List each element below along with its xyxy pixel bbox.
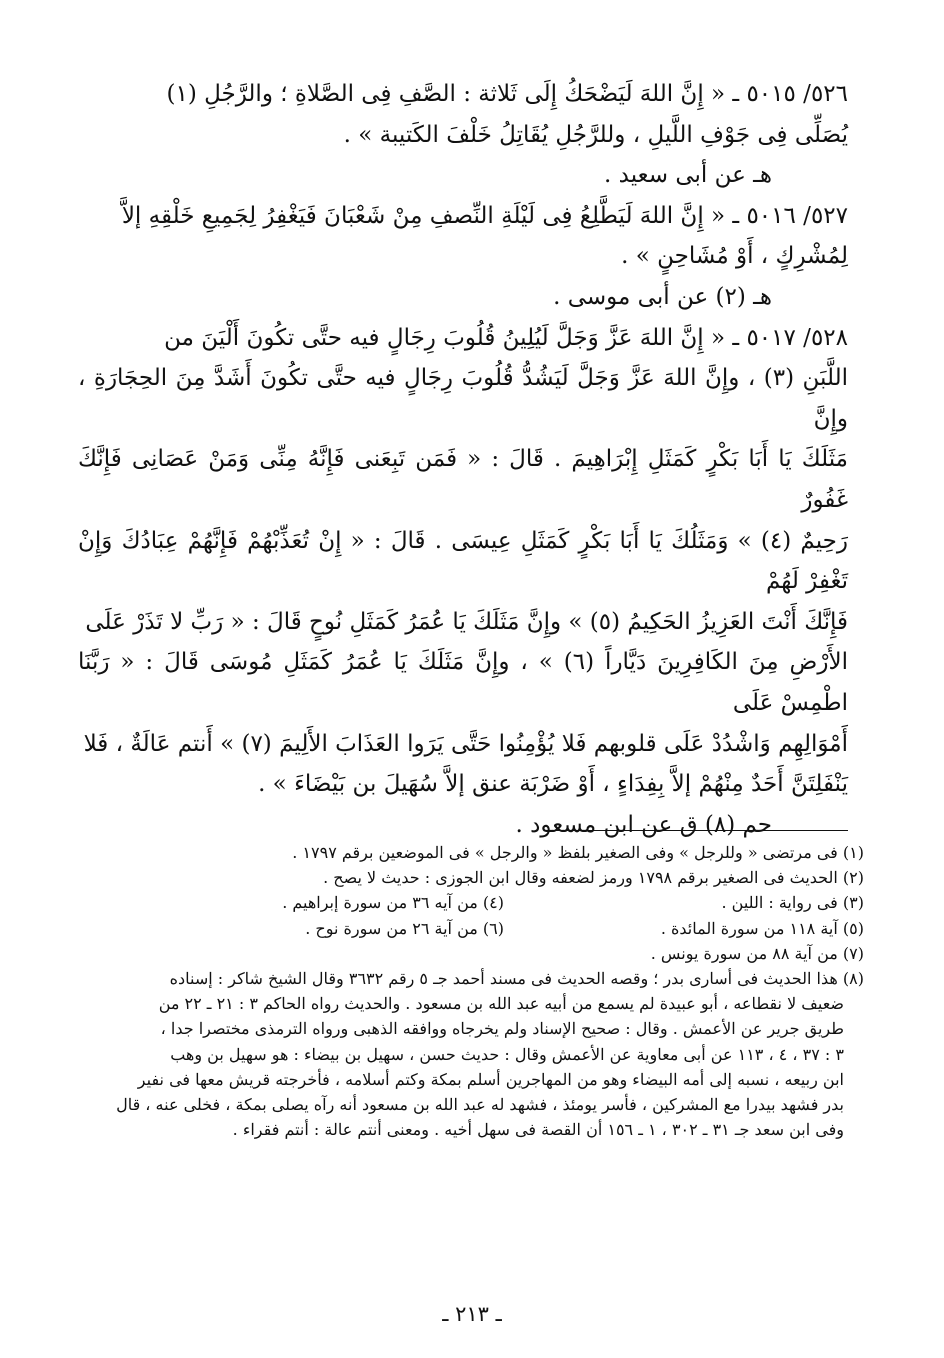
footnote-1: (١) فى مرتضى « وللرجل » وفى الصغير بلفظ « والرجل » فى الموضعين برقم ١٧٩٧ . — [292, 843, 864, 862]
hadith-528-line-2: اللَّبَنِ (٣) ، وإِنَّ اللهَ عَزَّ وَجَلَّ لَيَشُدُّ قُلُوبَ رِجَالٍ فيه حتَّى تكُونَ أَشَدَّ مِنَ الحِجَارَةِ ، وإِنَّ — [78, 365, 848, 432]
footnote-8-line-3: طريق جرير عن الأعمش . وقال : صحيح الإسناد ولم يخرجاه ووافقه الذهبى ورواه الترمذى مختصرا جدا ، — [160, 1019, 844, 1039]
hadith-526-line-2: يُصَلِّى فِى جَوْفِ اللَّيلِ ، وللرَّجُلِ يُقَاتِلُ خَلْفَ الكَتيبة » . — [343, 121, 848, 148]
hadith-528-line-3: مَثَلَكَ يَا أَبَا بَكْرٍ كَمَثَلِ إِبْرَاهِيمَ . قَالَ : « فَمَن تَبِعَنى فَإِنَّهُ مِنِّى وَمَنْ عَصَانِى فَإِنَّكَ غَفُورٌ — [78, 446, 848, 513]
footnote-row-3-4 — [74, 890, 864, 915]
hadith-528-line-5: فَإِنَّكَ أَنْتَ العَزِيزُ الحَكِيمُ (٥) » وإِنَّ مَثَلَكَ يَا عُمَرُ كَمَثَلِ نُوحٍ قَالَ : « رَبِّ لا تَذَرْ عَلَى — [85, 608, 848, 635]
footnote-8-line-4: ٣ : ٣٧ ، ٤ ، ١١٣ عن أبى معاوية عن الأعمش وقال : حديث حسن ، سهيل بن بيضاء : هو سهيل بن وهب — [170, 1044, 844, 1064]
footnote-row-5-6 — [74, 916, 864, 941]
hadith-528-line-6: الأَرْضِ مِنَ الكَافِرِينَ دَيَّاراً (٦) » ، وإِنَّ مَثَلَكَ يَا عُمَرُ كَمَثَلِ مُوسَى قَالَ : « رَبَّنَا اطْمِسْ عَلَى — [78, 649, 848, 716]
hadith-528-source: حم (٨) ق عن ابن مسعود . — [515, 811, 772, 838]
footnote-8-line-5: ابن ربيعه ، نسبه إلى أمه البيضاء وهو من المهاجرين أسلم بمكة وكتم أسلامه ، فأخرجته قريش معها فى نفير — [137, 1069, 844, 1089]
footnote-5: (٥) آية ١١٨ من سورة المائدة . — [660, 918, 864, 938]
hadith-527-source: هـ (٢) عن أبى موسى . — [553, 283, 772, 310]
hadith-528-line-4: رَحِيمٌ (٤) » وَمَثَلُكَ يَا أَبَا بَكْرٍ كَمَثَلِ عِيسَى . قَالَ : « إِنْ تُعَذِّبْهُمْ فَإِنَّهُمْ عِبَادُكَ وَإِنْ تَغْفِرْ لَهُمْ — [78, 527, 848, 595]
footnote-8-line-2: ضعيف لا نقطاعه ، أبو عبيدة لم يسمع من أبيه عبد الله بن مسعود . والحديث رواه الحاكم ٣ : ٢١ ـ ٢٢ من — [158, 994, 844, 1014]
hadith-528-line-8: يَنْفَلِتَنَّ أَحَدٌ مِنْهُمْ إلاَّ بِفِدَاءٍ ، أَوْ ضَرْبَة عنق إلاَّ سُهَيلَ بن بَيْضَاءَ » . — [258, 771, 848, 798]
footnote-divider — [544, 830, 848, 831]
footnote-6: (٦) من آية ٢٦ من سورة نوح . — [305, 918, 504, 938]
hadith-text — [78, 74, 848, 845]
footnote-2: (٢) الحديث فى الصغير برقم ١٧٩٨ ورمز لضعفه وقال ابن الجوزى : حديث لا يصح . — [323, 868, 864, 888]
hadith-528-line-1: ٥٢٨/ ٥٠١٧ ـ « إِنَّ اللهَ عَزَّ وَجَلَّ لَيُلِينُ قُلُوبَ رِجَالٍ فيه حتَّى تكُونَ أَلْيَنَ من — [164, 324, 848, 351]
hadith-527-line-1: ٥٢٧/ ٥٠١٦ ـ « إِنَّ اللهَ لَيَطَّلِعُ فِى لَيْلَةِ النِّصفِ مِنْ شَعْبَانَ فَيَغْفِرُ لِجَمِيعِ خَلْقِهِ إلاَّ — [121, 202, 848, 229]
footnotes — [74, 840, 864, 1142]
page-number: ـ ٢١٣ ـ — [442, 1302, 502, 1326]
hadith-528-line-7: أَمْوَالِهِم وَاشْدُدْ عَلَى قلوبهم فَلا يُؤْمِنُوا حَتَّى يَرَوا العَذَابَ الأَلِيمَ (٧) » أَنتم عَالَةٌ ، فَلا — [83, 730, 848, 757]
hadith-526-line-1: ٥٢٦/ ٥٠١٥ ـ « إِنَّ اللهَ لَيَضْحَكُ إِلَى ثَلاثة : الصَّفِ فِى الصَّلاةِ ؛ والرَّجُلِ (١) — [166, 81, 848, 107]
footnote-8-line-1: (٨) هذا الحديث فى أسارى بدر ؛ وقصه الحديث فى مسند أحمد جـ ٥ رقم ٣٦٣٢ وقال الشيخ شاكر : إسناده — [169, 969, 864, 989]
hadith-526-source: هـ عن أبى سعيد . — [604, 162, 772, 189]
footnote-7: (٧) من آية ٨٨ من سورة يونس . — [650, 943, 864, 963]
footnote-3: (٣) فى رواية : اللين . — [721, 893, 864, 913]
hadith-527-line-2: لِمُشْرِكٍ ، أَوْ مُشَاحِنٍ » . — [621, 243, 848, 270]
footnote-8-line-7: وفى ابن سعد جـ ٣١ ـ ٣٠٢ ، ١ ـ ١٥٦ أن القصة فى سهل أخيه . ومعنى أنتم عالة : أنتم فقراء . — [232, 1120, 844, 1140]
footnote-8-line-6: بدر فشهد بيدرا مع المشركين ، فأسر يومئذ ، فشهد له عبد الله بن مسعود أنه رآه يصلى بمكة ، فخلى عنه ، قال — [116, 1095, 844, 1115]
footnote-4: (٤) من آيه ٣٦ من سورة إبراهيم . — [282, 893, 504, 913]
